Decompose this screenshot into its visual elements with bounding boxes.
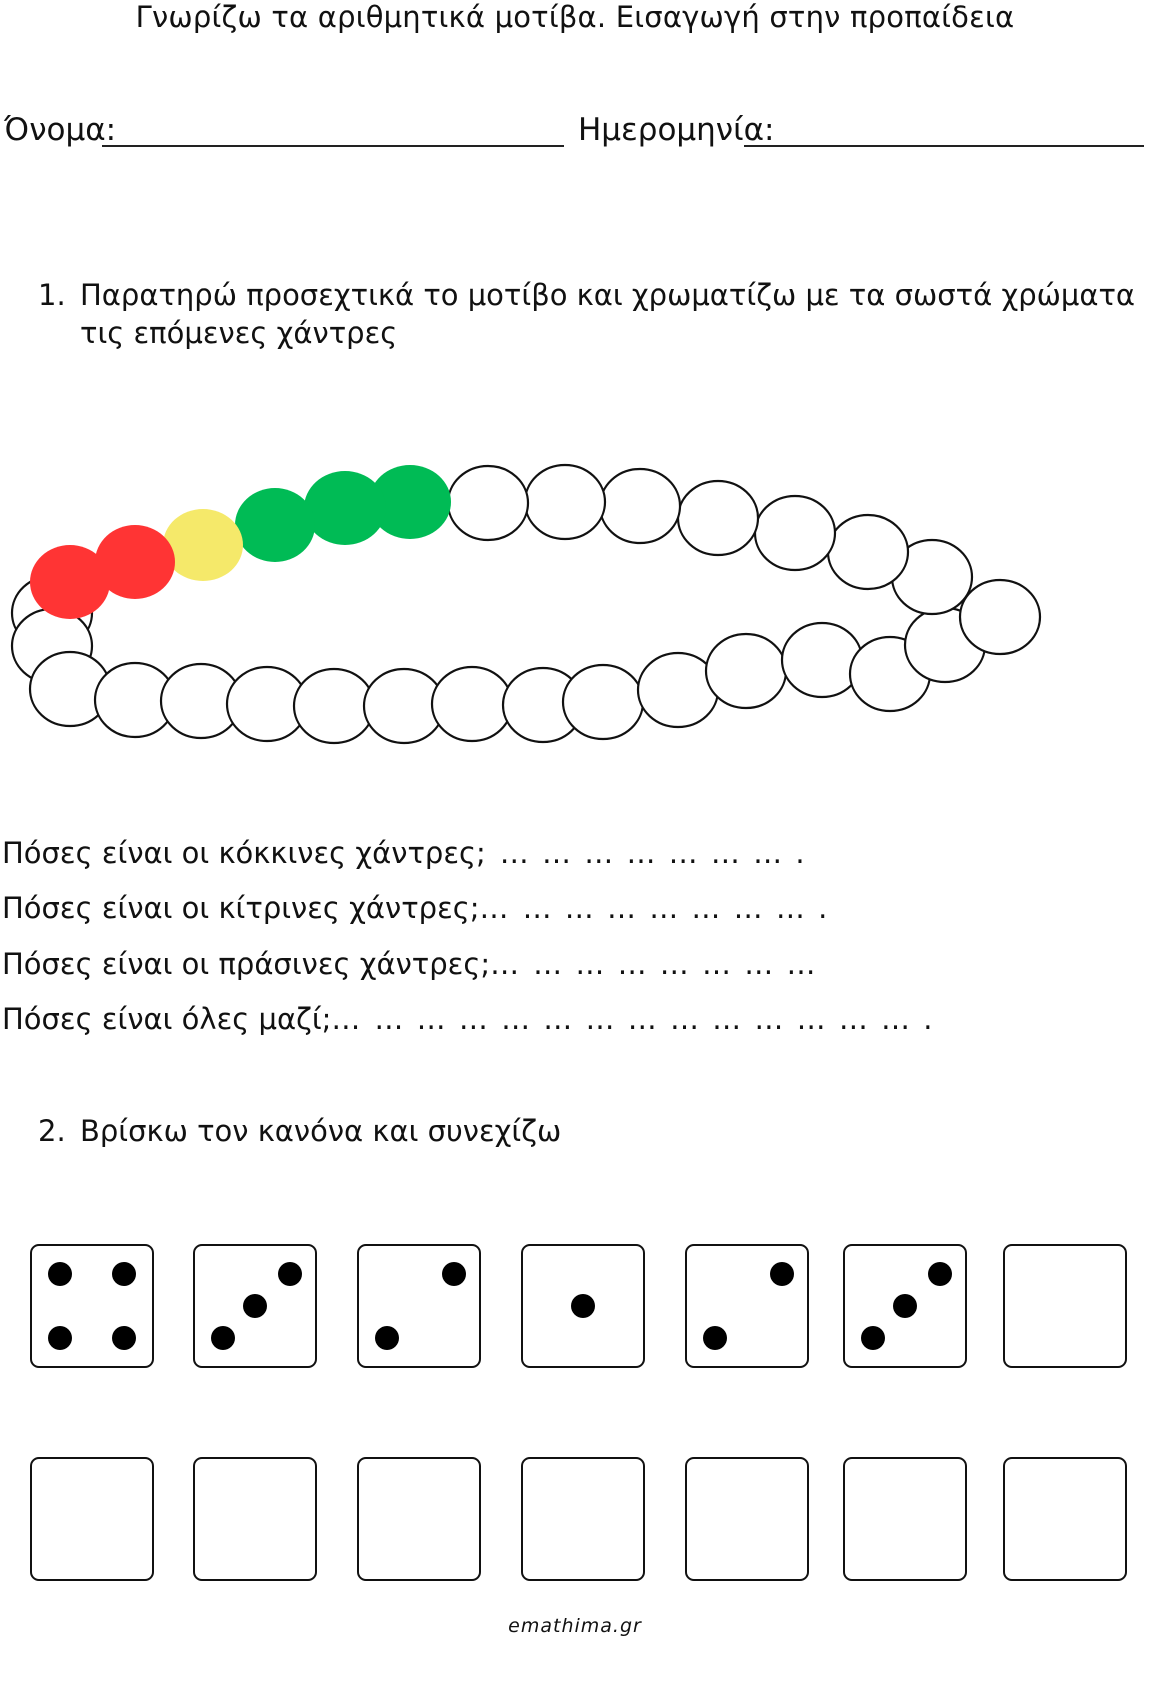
die-pip (48, 1326, 72, 1350)
die-pip (48, 1262, 72, 1286)
exercise-1-number: 1. (38, 278, 66, 312)
bead-yellow (163, 509, 243, 581)
die-face-1 (521, 1244, 645, 1368)
answer-blank-red[interactable]: … … … … … … … . (499, 836, 807, 870)
die-pip (278, 1262, 302, 1286)
bead-empty[interactable] (600, 469, 680, 543)
empty-die-box[interactable] (685, 1457, 809, 1581)
die-pip (703, 1326, 727, 1350)
answer-blank-yellow[interactable]: … … … … … … … . (522, 891, 830, 925)
empty-die-box[interactable] (1003, 1457, 1127, 1581)
bead-empty[interactable] (706, 634, 786, 708)
question-red (2, 836, 807, 870)
footer-logo: emathima.gr (508, 1615, 642, 1637)
bead-necklace (0, 440, 1150, 760)
exercise-2-text: Βρίσκω τον κανόνα και συνεχίζω (80, 1114, 562, 1148)
page-title: Γνωρίζω τα αριθμητικά μοτίβα. Εισαγωγή στην προπαίδεια (135, 0, 1015, 34)
die-pip (211, 1326, 235, 1350)
die-pip (861, 1326, 885, 1350)
empty-die-box[interactable] (30, 1457, 154, 1581)
die-pip (112, 1262, 136, 1286)
bead-empty[interactable] (755, 496, 835, 570)
bead-empty[interactable] (782, 623, 862, 697)
die-pip (243, 1294, 267, 1318)
answer-blank-green[interactable]: … … … … … … … (533, 947, 818, 981)
date-field[interactable] (744, 145, 1144, 147)
die-pip (375, 1326, 399, 1350)
bead-empty[interactable] (294, 669, 374, 743)
question-yellow-text: Πόσες είναι οι κίτρινες χάντρες;… (2, 891, 509, 925)
die-face-2 (357, 1244, 481, 1368)
die-face-3 (193, 1244, 317, 1368)
bead-red (30, 545, 110, 619)
die-face-3 (843, 1244, 967, 1368)
bead-green (304, 471, 386, 545)
bead-empty[interactable] (678, 481, 758, 555)
answer-blank-total[interactable]: … … … … … … … … … … … … … . (374, 1002, 935, 1036)
empty-die-box[interactable] (193, 1457, 317, 1581)
question-total (2, 1002, 934, 1036)
bead-empty[interactable] (448, 466, 528, 540)
question-total-text: Πόσες είναι όλες μαζί;… (2, 1002, 361, 1036)
empty-die-box[interactable] (521, 1457, 645, 1581)
question-green (2, 947, 817, 981)
exercise-2-number: 2. (38, 1114, 66, 1148)
die-pip (442, 1262, 466, 1286)
empty-die-box[interactable] (843, 1457, 967, 1581)
exercise-1-text: Παρατηρώ προσεχτικά το μοτίβο και χρωματίζω με τα σωστά χρώματα τις επόμενες χάντρες (80, 278, 1136, 350)
empty-die-box[interactable] (357, 1457, 481, 1581)
question-yellow (2, 891, 829, 925)
bead-empty[interactable] (960, 580, 1040, 654)
die-face-4 (30, 1244, 154, 1368)
die-pip (893, 1294, 917, 1318)
bead-empty[interactable] (828, 515, 908, 589)
name-field[interactable] (102, 145, 564, 147)
bead-empty[interactable] (525, 465, 605, 539)
die-pip (112, 1326, 136, 1350)
empty-die-box[interactable] (1003, 1244, 1127, 1368)
question-red-text: Πόσες είναι οι κόκκινες χάντρες; (2, 836, 486, 870)
date-label: Ημερομηνία: (578, 112, 775, 148)
bead-empty[interactable] (432, 667, 512, 741)
die-face-2 (685, 1244, 809, 1368)
die-pip (770, 1262, 794, 1286)
bead-green (235, 488, 315, 562)
question-green-text: Πόσες είναι οι πράσινες χάντρες;… (2, 947, 520, 981)
bead-empty[interactable] (563, 665, 643, 739)
die-pip (571, 1294, 595, 1318)
name-label: Όνομα: (4, 112, 117, 148)
die-pip (928, 1262, 952, 1286)
